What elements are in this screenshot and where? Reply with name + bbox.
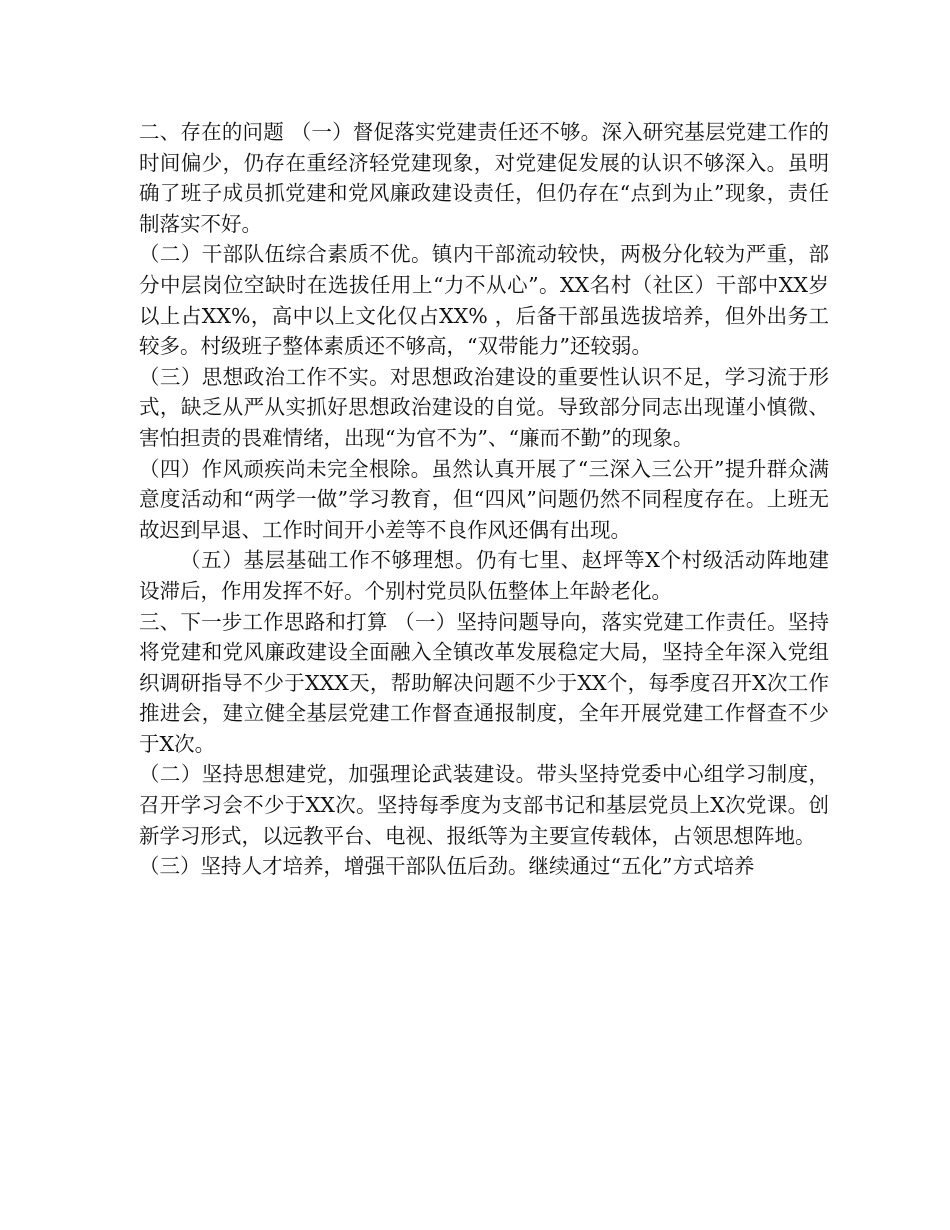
paragraph-problems-4: （四）作风顽疾尚未完全根除。虽然认真开展了“三深入三公开”提升群众满意度活动和“两学一做”学习教育，但“四风”问题仍然不同程度存在。上班无故迟到早退、工作时间开小差等不良作风还偶有出现。: [139, 456, 829, 542]
document-body: [139, 117, 829, 882]
paragraph-plans-1: 三、下一步工作思路和打算 （一）坚持问题导向，落实党建工作责任。坚持将党建和党风廉政建设全面融入全镇改革发展稳定大局，坚持全年深入党组织调研指导不少于XXX天，帮助解决问题不少于XX个，每季度召开X次工作推进会，建立健全基层党建工作督查通报制度，全年开展党建工作督查不少于X次。: [139, 609, 829, 756]
paragraph-problems-5: （五）基层基础工作不够理想。仍有七里、赵坪等X个村级活动阵地建设滞后，作用发挥不好。个别村党员队伍整体上年龄老化。: [139, 548, 829, 603]
paragraph-problems-2: （二）干部队伍综合素质不优。镇内干部流动较快，两极分化较为严重，部分中层岗位空缺时在选拔任用上“力不从心”。XX名村（社区）干部中XX岁以上占XX%，高中以上文化仅占XX% ，后备干部虽选拔培养，但外出务工较多。村级班子整体素质还不够高，“双带能力”还较弱。: [139, 242, 829, 359]
paragraph-problems-1: 二、存在的问题 （一）督促落实党建责任还不够。深入研究基层党建工作的时间偏少，仍存在重经济轻党建现象，对党建促发展的认识不够深入。虽明确了班子成员抓党建和党风廉政建设责任，但仍存在“点到为止”现象，责任制落实不好。: [139, 120, 829, 236]
paragraph-problems-3: （三）思想政治工作不实。对思想政治建设的重要性认识不足，学习流于形式，缺乏从严从实抓好思想政治建设的自觉。导致部分同志出现谨小慎微、害怕担责的畏难情绪，出现“为官不为”、“廉而不勤”的现象。: [139, 364, 829, 450]
paragraph-plans-2: （二）坚持思想建党，加强理论武装建设。带头坚持党委中心组学习制度，召开学习会不少于XX次。坚持每季度为支部书记和基层党员上X次党课。创新学习形式，以远教平台、电视、报纸等为主要宣传载体，占领思想阵地。: [139, 762, 829, 848]
paragraph-plans-3: （三）坚持人才培养，增强干部队伍后劲。继续通过“五化”方式培养: [139, 854, 755, 879]
